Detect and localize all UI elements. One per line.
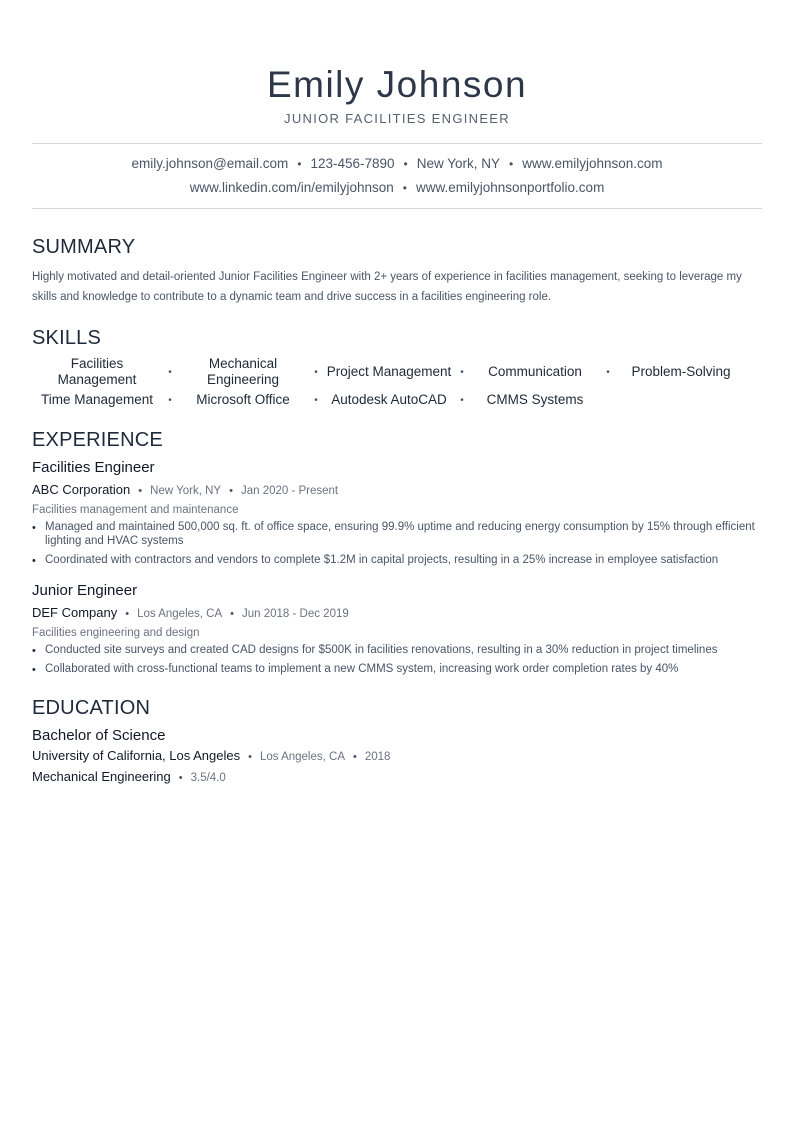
- education-degree: Bachelor of Science: [32, 727, 166, 744]
- contact-location: New York, NY: [416, 156, 501, 171]
- bullet-icon: •: [32, 555, 36, 567]
- job-meta: [32, 480, 762, 501]
- bullet-icon: •: [32, 645, 36, 657]
- list-item: [32, 553, 762, 567]
- skill-item: CMMS Systems: [486, 392, 584, 407]
- skill-item: Time Management: [40, 392, 154, 407]
- education-section: [32, 696, 762, 788]
- education-location: Los Angeles, CA: [259, 751, 345, 763]
- job-entry: [32, 458, 762, 567]
- skills-section: [32, 326, 762, 408]
- summary-text: Highly motivated and detail-oriented Junior Facilities Engineer with 2+ years of experience in facilities management, seeking to leverage my skills and knowledge to contribute to a dynamic team and drive success in a facilities engineering role.: [32, 271, 742, 303]
- education-major: Mechanical Engineering: [32, 769, 171, 784]
- job-description: Facilities engineering and design: [32, 627, 200, 639]
- list-item: [32, 643, 762, 657]
- job-dates: Jan 2020 - Present: [240, 485, 339, 497]
- job-role: Junior Engineer: [32, 582, 138, 599]
- separator-dot: •: [230, 608, 234, 620]
- separator-dot: •: [314, 366, 318, 378]
- separator-dot: •: [178, 772, 183, 784]
- bullet-text: Managed and maintained 500,000 sq. ft. of office space, ensuring 99.9% uptime and reducing energy consumption by 15% through efficient lighting and HVAC systems: [45, 521, 755, 547]
- job-location: Los Angeles, CA: [137, 608, 223, 620]
- education-major-line: [32, 767, 762, 788]
- job-company: DEF Company: [32, 605, 118, 620]
- skill-item: Microsoft Office: [196, 392, 290, 407]
- separator-dot: •: [125, 608, 130, 620]
- separator-dot: •: [138, 485, 143, 497]
- summary-heading: SUMMARY: [32, 236, 136, 258]
- education-entry: [32, 726, 762, 788]
- skill-item: Communication: [488, 364, 582, 379]
- job-description: Facilities management and maintenance: [32, 504, 239, 516]
- contact-row-primary: [32, 152, 762, 176]
- candidate-name: Emily Johnson: [266, 64, 528, 105]
- bullet-icon: •: [32, 522, 36, 534]
- job-entry: [32, 581, 762, 676]
- skills-list: [32, 356, 762, 408]
- job-bullets: [32, 643, 762, 676]
- education-school: University of California, Los Angeles: [32, 748, 241, 763]
- bullet-text: Collaborated with cross-functional teams to implement a new CMMS system, increasing work order completion rates by 40%: [45, 663, 679, 675]
- job-role: Facilities Engineer: [32, 459, 155, 476]
- separator-dot: •: [248, 751, 252, 763]
- separator-dot: •: [229, 485, 233, 497]
- job-meta: [32, 603, 762, 624]
- job-location: New York, NY: [150, 485, 222, 497]
- separator-dot: •: [314, 394, 318, 406]
- bullet-text: Conducted site surveys and created CAD designs for $500K in facilities renovations, resulting in a 30% reduction in project timelines: [45, 644, 718, 656]
- experience-heading: EXPERIENCE: [32, 429, 163, 451]
- separator-dot: •: [509, 157, 514, 171]
- separator-dot: •: [606, 366, 610, 378]
- contact-info: [32, 143, 762, 209]
- separator-dot: •: [353, 751, 357, 763]
- bullet-icon: •: [32, 664, 36, 676]
- candidate-title: JUNIOR FACILITIES ENGINEER: [284, 111, 510, 126]
- separator-dot: •: [168, 394, 172, 406]
- resume-header: [32, 0, 762, 128]
- experience-section: [32, 428, 762, 676]
- skill-item: Problem-Solving: [631, 364, 731, 379]
- separator-dot: •: [460, 394, 464, 406]
- contact-email[interactable]: emily.johnson@email.com: [131, 156, 289, 171]
- separator-dot: •: [168, 366, 172, 378]
- education-school-line: [32, 746, 762, 767]
- list-item: [32, 662, 762, 676]
- list-item: [32, 520, 762, 548]
- skills-heading: SKILLS: [32, 327, 102, 349]
- skill-item: Facilities Management: [57, 356, 137, 387]
- contact-portfolio[interactable]: www.emilyjohnsonportfolio.com: [415, 180, 605, 195]
- education-gpa: 3.5/4.0: [190, 772, 226, 784]
- separator-dot: •: [402, 181, 407, 195]
- education-heading: EDUCATION: [32, 697, 151, 719]
- contact-phone[interactable]: 123-456-7890: [310, 156, 395, 171]
- skill-item: Mechanical Engineering: [206, 356, 280, 387]
- skill-item: Project Management: [326, 364, 452, 379]
- job-dates: Jun 2018 - Dec 2019: [242, 608, 349, 620]
- contact-linkedin[interactable]: www.linkedin.com/in/emilyjohnson: [189, 180, 394, 195]
- separator-dot: •: [460, 366, 464, 378]
- contact-row-secondary: [32, 176, 762, 200]
- job-bullets: [32, 520, 762, 567]
- separator-dot: •: [403, 157, 408, 171]
- separator-dot: •: [297, 157, 302, 171]
- education-year: 2018: [364, 751, 391, 763]
- contact-website[interactable]: www.emilyjohnson.com: [522, 156, 663, 171]
- job-company: ABC Corporation: [32, 482, 131, 497]
- summary-section: [32, 235, 762, 307]
- skill-item: Autodesk AutoCAD: [331, 392, 447, 407]
- bullet-text: Coordinated with contractors and vendors to complete $1.2M in capital projects, resulting in a 25% increase in employee satisfaction: [45, 554, 719, 566]
